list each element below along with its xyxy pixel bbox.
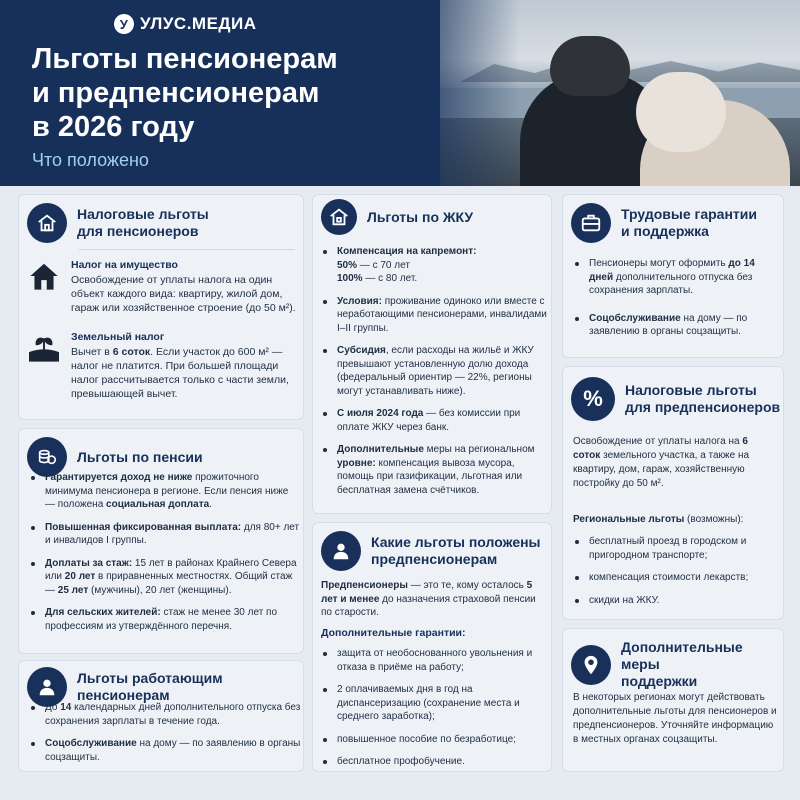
list-item: бесплатное профобучение. bbox=[319, 755, 549, 769]
card-title: Налоговые льготы для пенсионеров bbox=[77, 206, 209, 239]
card-working-pensioners bbox=[18, 660, 304, 772]
card-labor-guarantees bbox=[562, 194, 784, 358]
extra-support-text: В некоторых регионах могут действовать дополнительные льготы для пенсионеров и предпенсионеров. Уточняйте информацию в местных органах соцзащиты. bbox=[573, 692, 777, 745]
house-black-icon bbox=[27, 261, 61, 296]
logo-text: УЛУС.МЕДИА bbox=[140, 14, 257, 33]
location-pin-icon bbox=[571, 645, 611, 685]
percent-icon: % bbox=[571, 377, 615, 421]
tax-prepension-text: Освобождение от уплаты налога на 6 соток земельного участка, а также на квартиру, дом, гараж, хозяйственную постройку до 50 м². bbox=[573, 436, 750, 489]
land-tax-title: Земельный налог bbox=[71, 331, 165, 343]
list-item: Условия: проживание одиноко или вместе с неработающими пенсионерами, инвалидами I–II группы. bbox=[319, 295, 551, 336]
card-prepensioners bbox=[312, 522, 552, 772]
header-banner bbox=[0, 0, 800, 186]
house-icon bbox=[27, 203, 67, 243]
card-tax-pensioners bbox=[18, 194, 304, 420]
list-item: Гарантируется доход не ниже прожиточного минимума пенсионера в регионе. Если пенсия ниже — положена социальная доплата. bbox=[27, 471, 301, 512]
home-icon bbox=[321, 199, 357, 235]
card-pension bbox=[18, 428, 304, 654]
land-icon bbox=[27, 333, 61, 368]
site-logo[interactable] bbox=[114, 14, 257, 34]
card-tax-prepensioners bbox=[562, 366, 784, 620]
card-title: Дополнительные меры поддержки bbox=[621, 639, 743, 689]
property-tax-text: Освобождение от уплаты налога на один объект каждого вида: квартиру, жилой дом, гараж или хозяйственное строение (до 50 м²). bbox=[71, 274, 296, 314]
card-title: Трудовые гарантии и поддержка bbox=[621, 206, 757, 239]
list-item: Субсидия, если расходы на жильё и ЖКУ превышают установленную долю дохода (федеральный ориентир — 22%, регионы могут устанавливать ниже). bbox=[319, 344, 551, 398]
card-title: Льготы по пенсии bbox=[77, 448, 203, 465]
list-item: До 14 календарных дней дополнительного отпуска без сохранения зарплаты в течение года. bbox=[27, 701, 301, 728]
property-tax-title: Налог на имущество bbox=[71, 259, 178, 271]
list-item: Пенсионеры могут оформить до 14 дней дополнительного отпуска без сохранения зарплаты. bbox=[571, 257, 781, 298]
extra-guarantees-title: Дополнительные гарантии: bbox=[321, 627, 466, 639]
person-icon bbox=[321, 531, 361, 571]
list-item: скидки на ЖКУ. bbox=[571, 594, 781, 608]
prepension-definition: Предпенсионеры — это те, кому осталось 5 лет и менее до назначения страховой пенсии по старости. bbox=[321, 580, 536, 618]
list-item: Доплаты за стаж: 15 лет в районах Крайнего Севера или 20 лет в приравненных местностях. Общий стаж — 25 лет (мужчины), 20 лет (женщины). bbox=[27, 557, 301, 598]
card-zhku bbox=[312, 194, 552, 514]
list-item: бесплатный проезд в городском и пригородном транспорте; bbox=[571, 535, 781, 562]
logo-icon: У bbox=[114, 14, 134, 34]
card-extra-support bbox=[562, 628, 784, 772]
page-subtitle: Что положено bbox=[32, 150, 149, 170]
card-title: Какие льготы положены предпенсионерам bbox=[371, 534, 541, 567]
list-item: Соцобслуживание на дому — по заявлению в органы соцзащиты. bbox=[571, 312, 781, 339]
card-title: Льготы работающим пенсионерам bbox=[77, 670, 223, 703]
card-title: Льготы по ЖКУ bbox=[367, 208, 474, 225]
list-item: повышенное пособие по безработице; bbox=[319, 733, 549, 747]
list-item: Дополнительные меры на региональном уровне: компенсация вывоза мусора, помощь при газификации, льготная или бесплатная замена счётчиков. bbox=[319, 443, 551, 497]
list-item: С июля 2024 года — без комиссии при оплате ЖКУ через банк. bbox=[319, 407, 551, 434]
list-item: Повышенная фиксированная выплата: для 80+ лет и инвалидов I группы. bbox=[27, 521, 301, 548]
card-title: Налоговые льготы для предпенсионеров bbox=[625, 382, 781, 415]
list-item: компенсация стоимости лекарств; bbox=[571, 571, 781, 585]
list-item: Соцобслуживание на дому — по заявлению в органы соцзащиты. bbox=[27, 737, 301, 764]
regional-benefits-title: Региональные льготы (возможны): bbox=[573, 514, 744, 525]
page-title: Льготы пенсионерам и предпенсионерам в 2026 году bbox=[32, 43, 338, 143]
land-tax-text: Вычет в 6 соток. Если участок до 600 м² — налог не платится. При большей площади налог рассчитывается только с части земли, превышающей вычет. bbox=[71, 346, 289, 400]
list-item: Для сельских жителей: стаж не менее 30 лет по профессиям из утверждённого перечня. bbox=[27, 606, 301, 633]
list-item: 2 оплачиваемых дня в год на диспансеризацию (сохранение места и среднего заработка); bbox=[319, 683, 549, 724]
list-item: Компенсация на капремонт: 50% — с 70 лет 100% — с 80 лет. bbox=[319, 245, 551, 286]
list-item: защита от необоснованного увольнения и отказа в приёме на работу; bbox=[319, 647, 549, 674]
briefcase-icon bbox=[571, 203, 611, 243]
